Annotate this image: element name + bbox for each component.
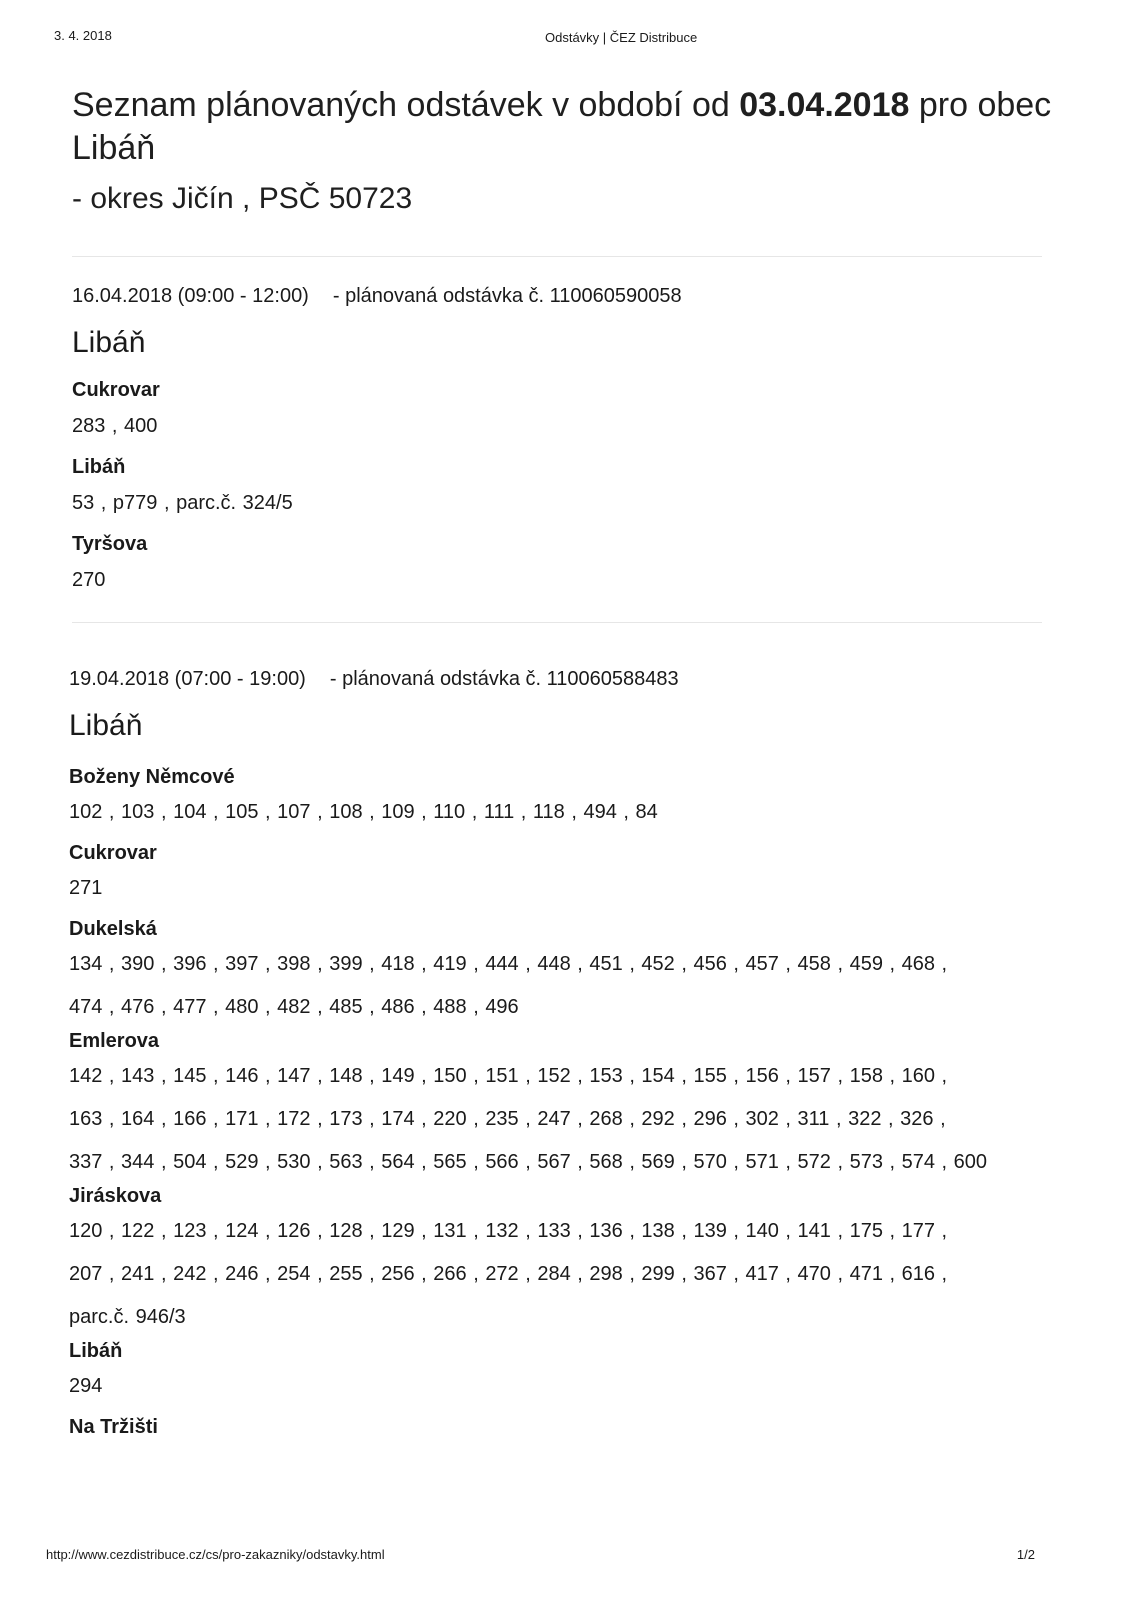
page-title [72,84,1072,170]
outage-datetime: 19.04.2018 (07:00 - 19:00) [69,668,306,690]
street-name: Emlerova [69,1030,160,1052]
print-page-number: 1/2 [1016,1547,1035,1562]
house-numbers-line: 120 , 122 , 123 , 124 , 126 , 128 , 129 , 131 , 132 , 133 , 136 , 138 , 139 , 140 , 141 , 175 , 177 , [69,1220,948,1242]
outage-number: - plánovaná odstávka č. 110060590058 [332,285,682,307]
title-town: Libáň [72,129,156,167]
house-numbers: 102 , 103 , 104 , 105 , 107 , 108 , 109 , 110 , 111 , 118 , 494 , 84 [69,801,658,823]
house-numbers: 294 [69,1375,103,1397]
outage-town: Libáň [72,326,146,359]
house-numbers-line: 207 , 241 , 242 , 246 , 254 , 255 , 256 , 266 , 272 , 284 , 298 , 299 , 367 , 417 , 470 , 471 , 616 , [69,1263,948,1285]
print-page-title: Odstávky | ČEZ Distribuce [545,30,698,45]
street-name: Cukrovar [72,379,160,401]
street-name: Cukrovar [69,842,157,864]
house-numbers: 283 , 400 [72,415,158,437]
street-name: Boženy Němcové [69,766,235,788]
house-numbers-line: 337 , 344 , 504 , 529 , 530 , 563 , 564 , 565 , 566 , 567 , 568 , 569 , 570 , 571 , 572 , 573 , 574 , 600 [69,1151,988,1173]
house-numbers [69,943,1072,1029]
page-subtitle: - okres Jičín , PSČ 50723 [72,182,413,215]
outage-block [69,667,1072,1439]
title-date: 03.04.2018 [739,86,910,124]
street-name: Dukelská [69,918,157,940]
print-date: 3. 4. 2018 [54,28,112,43]
house-numbers-line: 134 , 390 , 396 , 397 , 398 , 399 , 418 , 419 , 444 , 448 , 451 , 452 , 456 , 457 , 458 , 459 , 468 , [69,953,948,975]
outage-header [69,667,1072,691]
house-numbers: 270 [72,569,106,591]
street-name: Libáň [72,456,126,478]
house-numbers-line: 142 , 143 , 145 , 146 , 147 , 148 , 149 , 150 , 151 , 152 , 153 , 154 , 155 , 156 , 157 , 158 , 160 , [69,1065,948,1087]
street-name: Na Tržišti [69,1416,158,1438]
title-suffix: pro obec [918,86,1052,124]
separator [72,622,1042,623]
outage-datetime: 16.04.2018 (09:00 - 12:00) [72,285,309,307]
street-name: Libáň [69,1340,123,1362]
house-numbers [69,1055,1072,1184]
outage-number: - plánovaná odstávka č. 110060588483 [329,668,679,690]
outage-header [72,284,1072,308]
house-numbers-line: 474 , 476 , 477 , 480 , 482 , 485 , 486 , 488 , 496 [69,996,519,1018]
house-numbers [69,1210,1072,1339]
house-numbers-line: parc.č. 946/3 [69,1306,186,1328]
house-numbers-line: 163 , 164 , 166 , 171 , 172 , 173 , 174 , 220 , 235 , 247 , 268 , 292 , 296 , 302 , 311 , 322 , 326 , [69,1108,946,1130]
street-name: Jiráskova [69,1185,162,1207]
title-prefix: Seznam plánovaných odstávek v období od [72,86,730,124]
outage-block [72,284,1072,595]
print-header [54,28,1077,48]
separator [72,256,1042,257]
street-name: Tyršova [72,533,148,555]
outage-town: Libáň [69,709,143,742]
print-url: http://www.cezdistribuce.cz/cs/pro-zakazniky/odstavky.html [46,1547,385,1562]
main-content [69,84,1072,1439]
house-numbers: 271 [69,877,103,899]
house-numbers: 53 , p779 , parc.č. 324/5 [72,492,293,514]
